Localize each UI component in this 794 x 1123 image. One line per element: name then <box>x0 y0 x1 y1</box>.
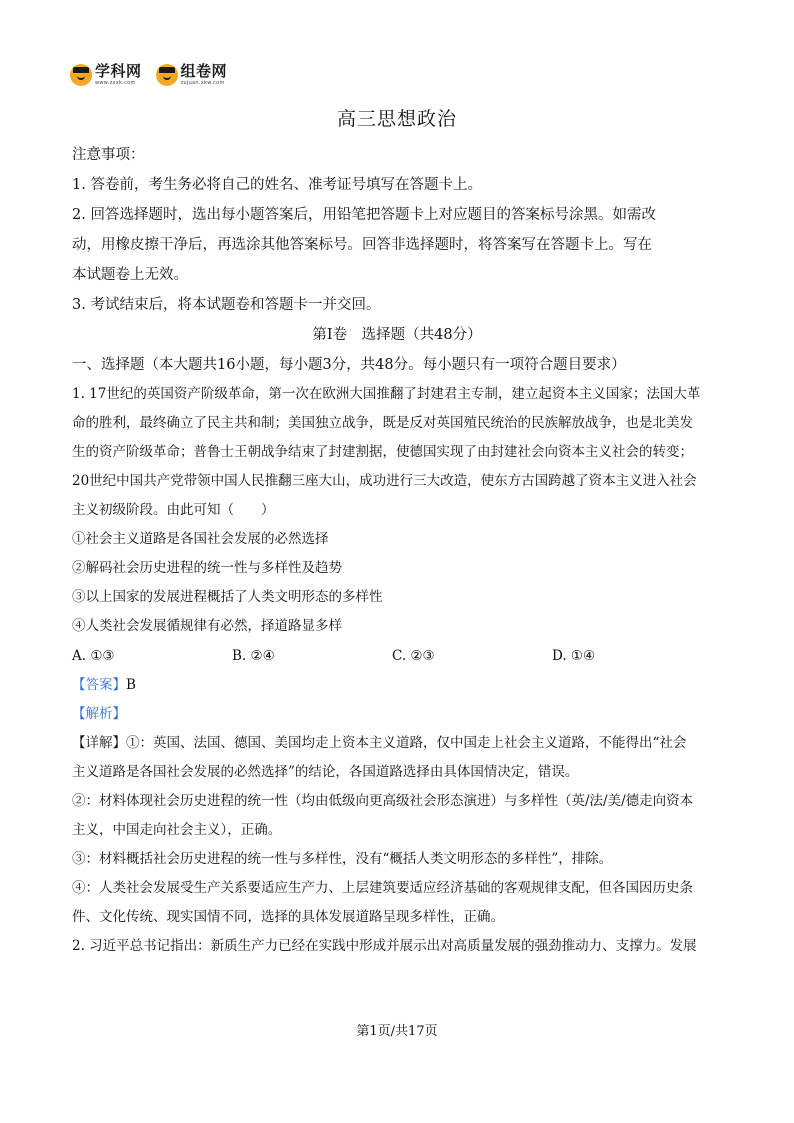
statement: ④人类社会发展循规律有必然，择道路显多样 <box>72 618 342 634</box>
logo-name: 学科网 <box>95 62 142 80</box>
option-b: B. ②④ <box>232 648 275 664</box>
analysis-tag: 【解析】 <box>72 706 126 722</box>
detail-line <box>72 729 722 758</box>
option-d: D. ①④ <box>552 648 596 664</box>
detail-text: ①：英国、法国、德国、美国均走上资本主义道路，仅中国走上社会主义道路，不能得出“社会 <box>126 735 687 751</box>
logo-xuekewang <box>70 64 142 86</box>
detail-line: ④：人类社会发展受生产关系要适应生产力、上层建筑要适应经济基础的客观规律支配，但各国因历史条 <box>72 880 693 896</box>
option-a: A. ①③ <box>72 648 115 664</box>
question-stem: 主义初级阶段。由此可知（ ） <box>72 502 275 518</box>
question-stem: 命的胜利，最终确立了民主共和制；美国独立战争，既是反对英国殖民统治的民族解放战争，也是北美发 <box>72 415 693 431</box>
graduation-cap-icon <box>156 64 178 86</box>
page-title: 高三思想政治 <box>336 108 457 130</box>
notice-line: 动，用橡皮擦干净后，再选涂其他答案标号。回答非选择题时，将答案写在答题卡上。写在 <box>72 237 652 253</box>
notice-line: 1. 答卷前，考生务必将自己的姓名、准考证号填写在答题卡上。 <box>72 177 482 193</box>
section-instruction: 一、选择题（本大题共16小题，每小题3分，共48分。每小题只有一项符合题目要求） <box>72 357 626 373</box>
notice-line: 3. 考试结束后，将本试题卷和答题卡一并交回。 <box>72 297 381 313</box>
option-c: C. ②③ <box>392 648 435 664</box>
logo-url: zujuan.xkw.com <box>180 80 225 86</box>
answer-value: B <box>126 677 136 693</box>
statement: ①社会主义道路是各国社会发展的必然选择 <box>72 531 329 547</box>
detail-line: ③：材料概括社会历史进程的统一性与多样性，没有“概括人类文明形态的多样性”，排除。 <box>72 851 613 867</box>
question-stem: 1. 17世纪的英国资产阶级革命，第一次在欧洲大国推翻了封建君主专制，建立起资本主义国家；法国大革 <box>72 386 701 402</box>
header-logos <box>70 64 227 86</box>
document-body <box>72 140 722 961</box>
question-stem: 2. 习近平总书记指出：新质生产力已经在实践中形成并展示出对高质量发展的强劲推动力、支撑力。发展 <box>72 938 697 954</box>
logo-name: 组卷网 <box>180 62 228 80</box>
answer-options <box>72 641 722 671</box>
detail-line: 主义，中国走向社会主义），正确。 <box>72 822 282 838</box>
detail-line: ②：材料体现社会历史进程的统一性（均由低级向更高级社会形态演进）与多样性（英/法/美/德走向资本 <box>72 793 694 809</box>
page-number: 第1页/共17页 <box>356 1024 438 1039</box>
statement: ③以上国家的发展进程概括了人类文明形态的多样性 <box>72 589 383 605</box>
statement: ②解码社会历史进程的统一性与多样性及趋势 <box>72 560 342 576</box>
detail-line: 主义道路是各国社会发展的必然选择”的结论，各国道路选择由具体国情决定，错误。 <box>72 764 579 780</box>
answer-line <box>72 671 722 700</box>
detail-tag: 【详解】 <box>72 735 126 751</box>
analysis-line <box>72 700 722 729</box>
logo-url: www.zxxk.com <box>95 80 136 86</box>
notice-line: 本试题卷上无效。 <box>72 267 188 283</box>
question-stem: 生的资产阶级革命；普鲁士王朝战争结束了封建割据，使德国实现了由封建社会向资本主义社会的转变； <box>72 444 693 460</box>
notice-line: 2. 回答选择题时，选出每小题答案后，用铅笔把答题卡上对应题目的答案标号涂黑。如需改 <box>72 207 656 223</box>
graduation-cap-icon <box>70 64 92 86</box>
answer-tag: 【答案】 <box>72 677 126 693</box>
notice-heading: 注意事项： <box>72 147 145 163</box>
section-title: 第Ⅰ卷 选择题（共48分） <box>312 327 482 343</box>
detail-line: 件、文化传统、现实国情不同，选择的具体发展道路呈现多样性，正确。 <box>72 909 504 925</box>
question-stem: 20世纪中国共产党带领中国人民推翻三座大山，成功进行三大改造，使东方古国跨越了资本主义进入社会 <box>72 473 697 489</box>
logo-zujuanwang <box>156 64 228 86</box>
